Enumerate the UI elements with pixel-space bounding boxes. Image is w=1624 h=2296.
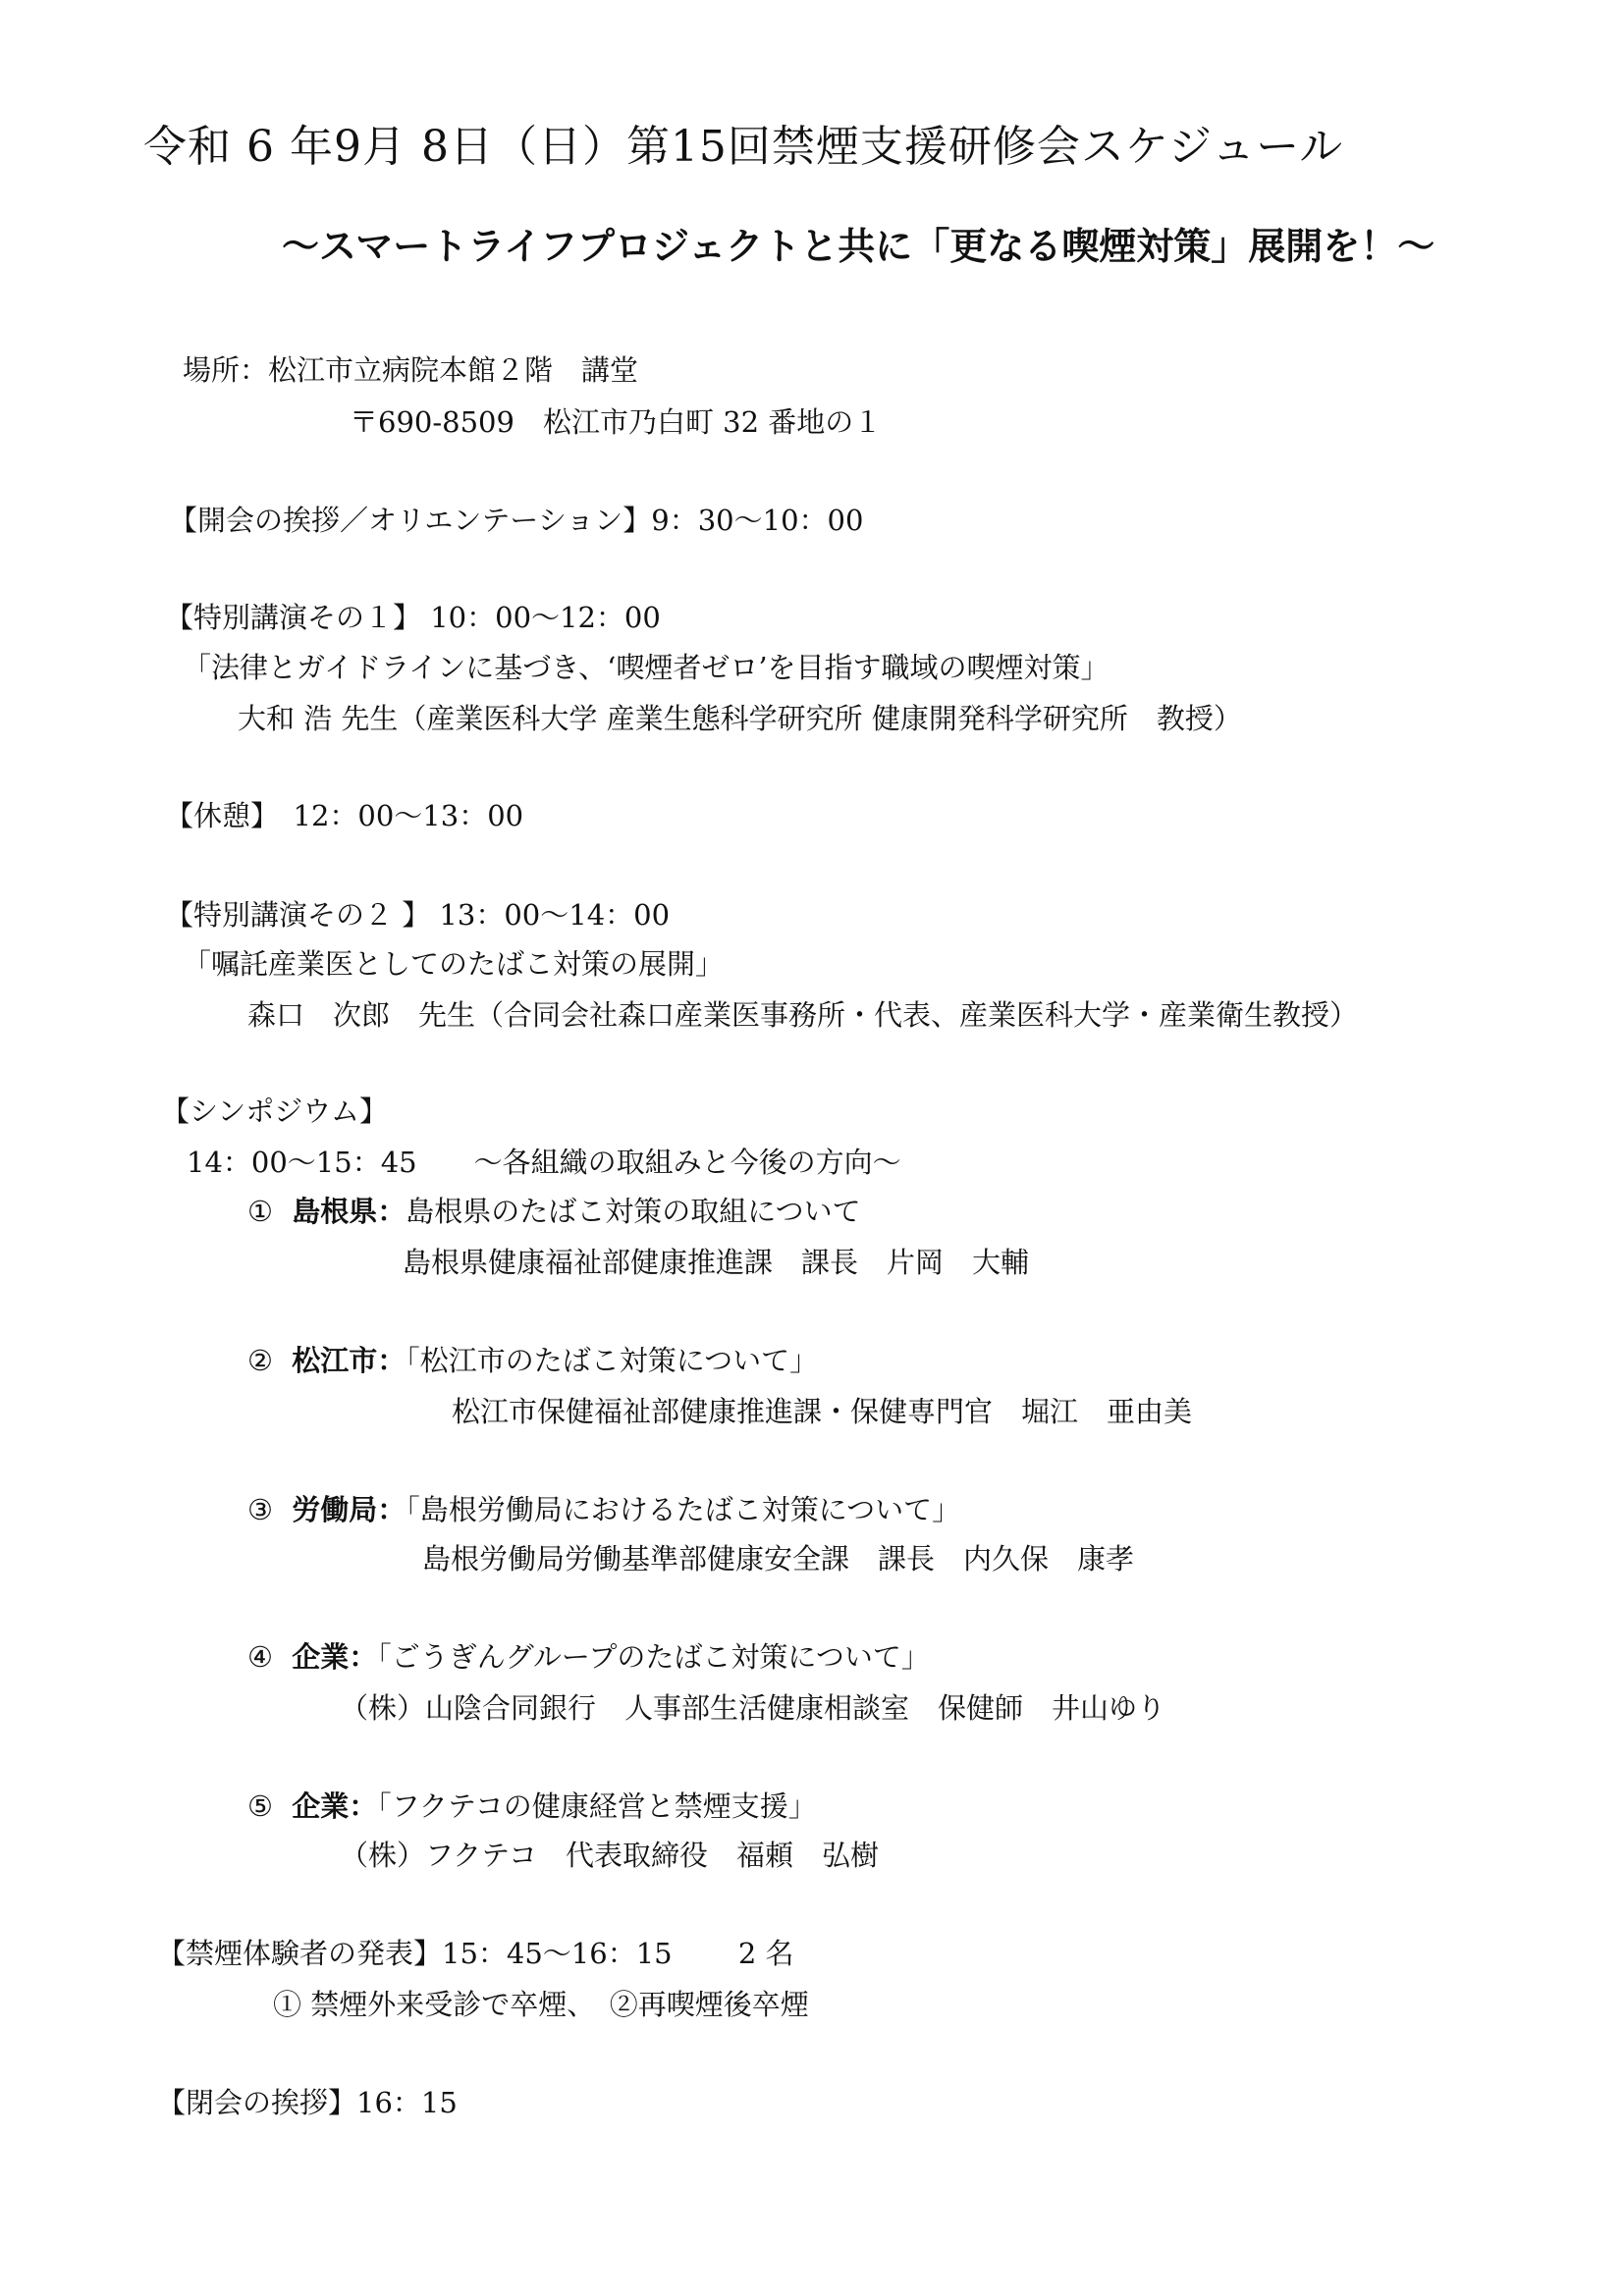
item-topic: 「松江市のたばこ対策について」 [406,1344,819,1377]
lecture1-header: 【特別講演その１】 10：00～12：00 [165,601,661,634]
item-topic: 「島根労働局におけるたばこ対策について」 [406,1493,961,1526]
item-topic: 「ごうぎんグループのたばこ対策について」 [377,1640,930,1674]
symposium-item-3 [247,1493,961,1526]
item-org: 労働局： [292,1493,406,1526]
symposium-item-2 [247,1344,819,1377]
lecture1-speaker: 大和 浩 先生（産業医科大学 産業生態科学研究所 健康開発科学研究所 教授） [238,702,1242,735]
item-topic: 「フクテコの健康経営と禁煙支援」 [377,1789,817,1823]
symposium-item-1-presenter: 島根県健康福祉部健康推進課 課長 片岡 大輔 [403,1246,1030,1279]
opening-session: 【開会の挨拶／オリエンテーション】9：30～10：00 [169,504,864,537]
page-subtitle: ～スマートライフプロジェクトと共に「更なる喫煙対策」展開を！～ [282,225,1435,268]
symposium-time: 14：00～15：45 ～各組織の取組みと今後の方向～ [187,1146,901,1179]
lecture2-speaker: 森口 次郎 先生（合同会社森口産業医事務所・代表、産業医科大学・産業衛生教授） [247,998,1359,1032]
item-org: 島根県： [292,1195,406,1228]
symposium-item-4-presenter: （株）山陰合同銀行 人事部生活健康相談室 保健師 井山ゆり [340,1691,1166,1725]
symposium-item-2-presenter: 松江市保健福祉部健康推進課・保健専門官 堀江 亜由美 [452,1395,1193,1428]
experience-detail: ① 禁煙外来受診で卒煙、 ②再喫煙後卒煙 [273,1988,809,2021]
symposium-header: 【シンポジウム】 [161,1095,388,1128]
venue-line-1: 場所：松江市立病院本館２階 講堂 [183,353,639,387]
item-topic: 島根県のたばこ対策の取組について [406,1195,861,1228]
symposium-item-4 [247,1640,930,1674]
symposium-item-3-presenter: 島根労働局労働基準部健康安全課 課長 内久保 康孝 [422,1542,1135,1575]
item-number: ⑤ [247,1789,273,1823]
item-org: 企業： [292,1640,378,1674]
lecture2-title: 「嘱託産業医としてのたばこ対策の展開」 [183,947,725,981]
item-org: 企業： [292,1789,378,1823]
experience-header: 【禁煙体験者の発表】15：45～16：15 2 名 [157,1937,794,1970]
lecture1-title: 「法律とガイドラインに基づき、‘喫煙者ゼロ’を目指す職域の喫煙対策」 [183,651,1110,684]
page-title: 令和 6 年9月 8日（日）第15回禁煙支援研修会スケジュール [143,122,1344,172]
item-number: ③ [247,1493,273,1526]
symposium-item-5 [247,1789,817,1823]
item-number: ④ [247,1640,273,1674]
venue-line-2: 〒690-8509 松江市乃白町 32 番地の１ [350,405,883,439]
symposium-item-5-presenter: （株）フクテコ 代表取締役 福頼 弘樹 [340,1839,879,1872]
lecture2-header: 【特別講演その２ 】 13：00～14：00 [165,898,671,932]
item-org: 松江市： [292,1344,406,1377]
item-number: ① [247,1195,273,1228]
closing-session: 【閉会の挨拶】16：15 [157,2086,458,2119]
break-session: 【休憩】 12：00～13：00 [165,799,524,832]
item-number: ② [247,1344,273,1377]
symposium-item-1 [247,1195,861,1228]
